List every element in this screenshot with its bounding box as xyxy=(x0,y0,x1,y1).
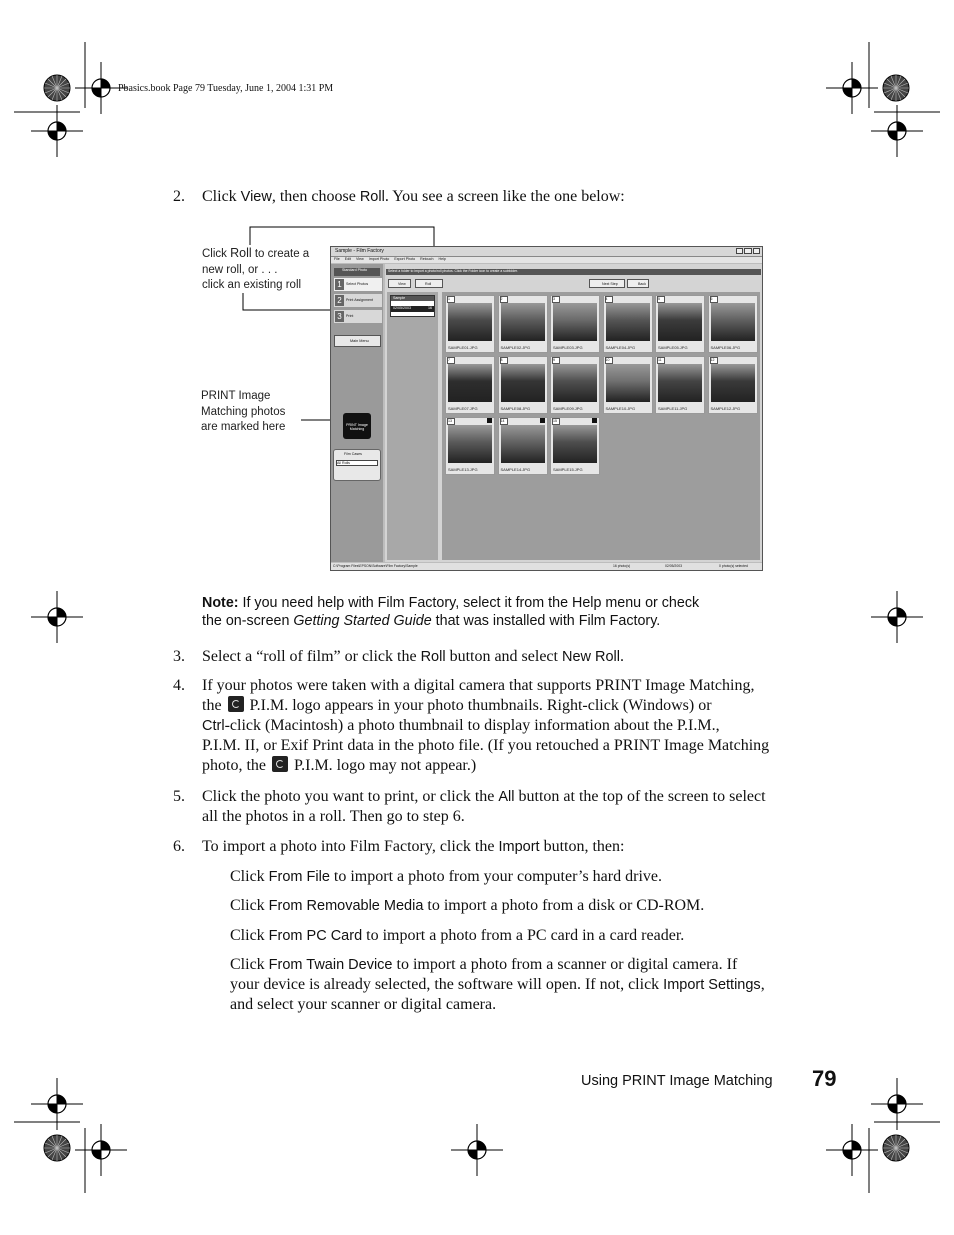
menu-import[interactable]: Import Photo xyxy=(368,257,390,261)
title-bar xyxy=(331,247,762,257)
step-6: 6. To import a photo into Film Factory, click the Import button, then: xyxy=(173,838,625,855)
thumbnail-filename: SAMPLE10.JPG xyxy=(605,406,636,411)
pim-mark-icon xyxy=(592,418,597,423)
import-from-removable: Click From Removable Media to import a photo from a disk or CD-ROM. xyxy=(230,897,705,914)
photo-thumbnail[interactable] xyxy=(445,295,495,353)
film-cases-panel: Film Cases All Rolls xyxy=(333,449,381,481)
thumbnail-number: 14 xyxy=(500,418,508,425)
main-menu-button[interactable]: Main Menu xyxy=(334,335,381,347)
page-number: 79 xyxy=(812,1066,837,1091)
photo-thumbnail[interactable] xyxy=(603,295,653,353)
photo-thumbnail[interactable] xyxy=(708,295,758,353)
photo-image xyxy=(658,303,702,341)
ui-term: Roll xyxy=(359,189,385,205)
thumbnail-filename: SAMPLE02.JPG xyxy=(500,345,531,350)
menu-help[interactable]: Help xyxy=(438,257,446,261)
photo-image xyxy=(448,425,492,463)
pim-logo-icon: PRINT Image Matching xyxy=(343,413,371,439)
thumbnail-number: 3 xyxy=(552,296,560,303)
roll-item[interactable]: Sample 02/05/2003 16 xyxy=(390,295,435,317)
ui-term: View xyxy=(240,189,272,205)
photo-thumbnail[interactable] xyxy=(550,356,600,414)
thumbnail-filename: SAMPLE04.JPG xyxy=(605,345,636,350)
import-from-twain: Click From Twain Device to import a photo from a scanner or digital camera. If your device is already selected, the software will open. If not, click Import Settings, and select your scanner or digital camera. xyxy=(230,956,765,1013)
roll-list xyxy=(387,292,438,560)
thumbnail-number: 11 xyxy=(657,357,665,364)
photo-thumbnail[interactable] xyxy=(550,417,600,475)
tab-standard-photo[interactable]: Standard Photo xyxy=(334,268,380,276)
thumbnail-number: 1 xyxy=(447,296,455,303)
nav-print-assignment[interactable]: 2 Print Assignment xyxy=(334,294,382,307)
thumbnail-number: 4 xyxy=(605,296,613,303)
thumbnail-filename: SAMPLE08.JPG xyxy=(500,406,531,411)
callout-pim: PRINT Image Matching photos are marked here xyxy=(201,390,286,433)
photo-image xyxy=(606,303,650,341)
minimize-icon[interactable] xyxy=(736,248,743,254)
status-bar: C:\Program Files\EPSON\Software\Film Factory\Sample 16 photo(s) 02/05/2003 0 photo(s) selected xyxy=(331,563,762,570)
photo-image xyxy=(606,364,650,402)
photo-image xyxy=(711,364,755,402)
maximize-icon[interactable] xyxy=(744,248,751,254)
import-from-pc-card: Click From PC Card to import a photo from a PC card in a card reader. xyxy=(230,927,685,944)
menu-export[interactable]: Export Photo xyxy=(394,257,416,261)
thumbnail-number: 12 xyxy=(710,357,718,364)
photo-thumbnail[interactable] xyxy=(603,356,653,414)
content-area xyxy=(385,264,762,562)
thumbnail-filename: SAMPLE14.JPG xyxy=(500,467,531,472)
pim-mark-icon xyxy=(487,418,492,423)
hint-bar: Select a folder to import a photo/roll photos. Click the Folder icon to create a subfolder. xyxy=(386,269,761,275)
note-label: Note: xyxy=(202,595,239,611)
photo-image xyxy=(448,303,492,341)
photo-thumbnail[interactable] xyxy=(445,417,495,475)
thumbnail-filename: SAMPLE09.JPG xyxy=(553,406,583,411)
photo-image xyxy=(553,303,597,341)
view-button[interactable]: View xyxy=(388,279,411,288)
window-controls[interactable] xyxy=(736,248,760,254)
thumbnail-number: 5 xyxy=(657,296,665,303)
thumbnail-number: 13 xyxy=(447,418,455,425)
callout-roll: Click Roll to create a new roll, or . . . click an existing roll xyxy=(202,246,310,291)
photo-thumbnail[interactable] xyxy=(498,295,548,353)
step-5: 5. Click the photo you want to print, or click the All button at the top of the screen to select all the photos in a roll. Then go to step 6. xyxy=(173,788,766,825)
thumbnail-filename: SAMPLE07.JPG xyxy=(448,406,478,411)
photo-thumbnail[interactable] xyxy=(708,356,758,414)
thumbnail-filename: SAMPLE03.JPG xyxy=(553,345,583,350)
pim-logo-icon xyxy=(228,696,244,712)
photo-thumbnail[interactable] xyxy=(498,356,548,414)
photo-thumbnail[interactable] xyxy=(498,417,548,475)
book-info-slug: Pbasics.book Page 79 Tuesday, June 1, 2004 1:31 PM xyxy=(118,83,334,94)
app-title: Sample - Film Factory xyxy=(335,248,384,254)
close-icon[interactable] xyxy=(753,248,760,254)
photo-thumbnail[interactable] xyxy=(655,356,705,414)
photo-grid xyxy=(442,292,760,560)
photo-image xyxy=(658,364,702,402)
thumbnail-number: 15 xyxy=(552,418,560,425)
photo-thumbnail[interactable] xyxy=(550,295,600,353)
photo-image xyxy=(501,303,545,341)
thumbnail-filename: SAMPLE13.JPG xyxy=(448,467,478,472)
photo-image xyxy=(448,364,492,402)
photo-thumbnail[interactable] xyxy=(445,356,495,414)
step-2: 2. Click View, then choose Roll. You see a screen like the one below: xyxy=(173,188,625,205)
menu-bar xyxy=(331,257,763,263)
footer-section-title: Using PRINT Image Matching xyxy=(581,1073,773,1089)
nav-print[interactable]: 3 Print xyxy=(334,310,382,323)
menu-file[interactable]: File xyxy=(334,257,340,261)
pim-mark-icon xyxy=(540,418,545,423)
thumbnail-filename: SAMPLE12.JPG xyxy=(710,406,741,411)
back-button[interactable]: Back xyxy=(627,279,649,288)
photo-image xyxy=(553,425,597,463)
thumbnail-number: 2 xyxy=(500,296,508,303)
step-number: 2. xyxy=(173,188,185,205)
nav-select-photos[interactable]: 1 Select Photos xyxy=(334,278,382,291)
thumbnail-number: 8 xyxy=(500,357,508,364)
all-rolls-select[interactable]: All Rolls xyxy=(336,460,378,466)
next-step-button[interactable]: Next Step xyxy=(589,279,625,288)
step-3: 3. Select a “roll of film” or click the Roll button and select New Roll. xyxy=(173,648,624,665)
left-nav xyxy=(331,264,383,562)
photo-image xyxy=(553,364,597,402)
photo-image xyxy=(501,364,545,402)
step-4: 4. If your photos were taken with a digital camera that supports PRINT Image Matching, the P.I.M. logo appears in your photo thumbnails. Right-click (Windows) or Ctrl-click (Macintosh) a photo thumbnail to display information about the P.I.M., P.I.M. II, or Exif Print data in the photo file. (If you retouched a PRINT Image Matching photo, the P.I.M. logo may not appear.) xyxy=(173,677,770,774)
photo-image xyxy=(711,303,755,341)
photo-image xyxy=(501,425,545,463)
thumbnail-filename: SAMPLE06.JPG xyxy=(710,345,741,350)
photo-thumbnail[interactable] xyxy=(655,295,705,353)
note: Note: If you need help with Film Factory, select it from the Help menu or check the on-screen Getting Started Guide that was installed with Film Factory. xyxy=(202,595,700,629)
thumbnail-filename: SAMPLE11.JPG xyxy=(658,406,688,411)
thumbnail-filename: SAMPLE01.JPG xyxy=(448,345,478,350)
pim-logo-icon xyxy=(272,756,288,772)
menu-edit[interactable]: Edit xyxy=(344,257,351,261)
thumbnail-filename: SAMPLE15.JPG xyxy=(553,467,583,472)
film-factory-screenshot xyxy=(330,246,763,571)
thumbnail-number: 6 xyxy=(710,296,718,303)
roll-button[interactable]: Roll xyxy=(415,279,443,288)
thumbnail-number: 10 xyxy=(605,357,613,364)
menu-retouch[interactable]: Retouch xyxy=(420,257,434,261)
thumbnail-filename: SAMPLE05.JPG xyxy=(658,345,688,350)
thumbnail-number: 7 xyxy=(447,357,455,364)
thumbnail-number: 9 xyxy=(552,357,560,364)
menu-view[interactable]: View xyxy=(356,257,364,261)
import-from-file: Click From File to import a photo from your computer’s hard drive. xyxy=(230,868,662,885)
